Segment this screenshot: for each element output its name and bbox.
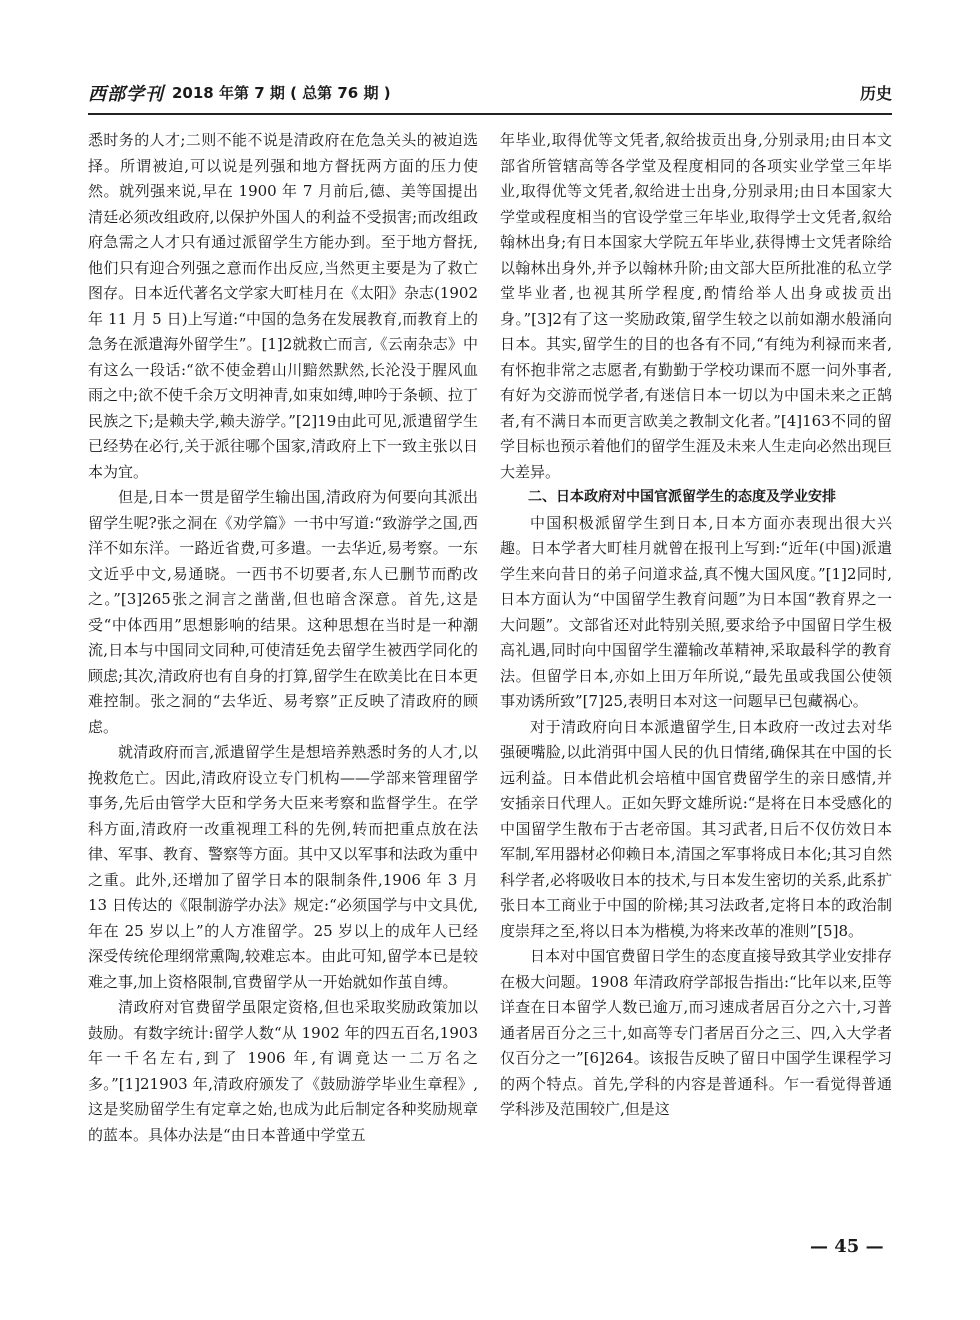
journal-logo: 西部学刊 — [88, 84, 164, 105]
paragraph: 但是,日本一贯是留学生输出国,清政府为何要向其派出留学生呢?张之洞在《劝学篇》一书中写道:“致游学之国,西洋不如东洋。一路近省费,可多遣。一去华近,易考察。一东文近乎中文,易通晓。一西书不切要者,东人已删节而酌改之。”[3]265张之洞言之凿凿,但也暗含深意。首先,这是受“中体西用”思想影响的结果。这种思想在当时是一种潮流,日本与中国同文同种,可使清廷免去留学生被西学同化的顾虑;其次,清政府也有自身的打算,留学生在欧美比在日本更难控制。张之洞的“去华近、易考察”正反映了清政府的顾虑。 — [88, 488, 478, 736]
left-column — [88, 128, 478, 1148]
paragraph: 中国积极派留学生到日本,日本方面亦表现出很大兴趣。日本学者大町桂月就曾在报刊上写到:“近年(中国)派遣学生来向昔日的弟子问道求益,真不愧大国风度。”[1]2同时,日本方面认为“中国留学生教育问题”为日本国“教育界之一大问题”。文部省还对此特别关照,要求给予中国留日学生极高礼遇,同时向中国留学生灌输改革精神,采取最科学的教育法。但留学日本,亦如上田万年所说,“最先虽或我国公使领事劝诱所致”[7]25,表明日本对这一问题早已包藏祸心。 — [500, 513, 892, 710]
paragraph: 悉时务的人才;二则不能不说是清政府在危急关头的被迫选择。所谓被迫,可以说是列强和地方督抚两方面的压力使然。就列强来说,早在 1900 年 7 月前后,德、美等国提出清廷必须改组政府,以保护外国人的利益不受损害;而改组政府急需之人才只有通过派留学生方能办到。至于地方督抚,他们只有迎合列强之意而作出反应,当然更主要是为了救亡图存。日本近代著名文学家大町桂月在《太阳》杂志(1902 年 11 月 5 日)上写道:“中国的急务在发展教育,而教育上的急务在派遣海外留学生”。[1]2就救亡而言,《云南杂志》中有这么一段话:“欲不使金碧山川黯然默然,长沦没于腥风血雨之中;欲不使千余万文明神青,如束如缚,呻吟于条顿、拉丁民族之下;是赖夫学,赖夫游学。”[2]19由此可见,派遣留学生已经势在必行,关于派往哪个国家,清政府上下一致主张以日本为宜。 — [88, 131, 478, 481]
section-title: 历史 — [859, 84, 892, 103]
right-column — [500, 128, 892, 1123]
header-rule — [88, 113, 892, 115]
page-number: — 45 — — [810, 1236, 884, 1257]
paragraph: 清政府对官费留学虽限定资格,但也采取奖励政策加以鼓励。有数字统计:留学人数“从 1902 年的四五百名,1903 年一千名左右,到了 1906 年,有调竟达一二万名之多。”[1]21903 年,清政府颁发了《鼓励游学毕业生章程》,这是奖励留学生有定章之始,也成为此后制定各种奖励规章的蓝本。具体办法是“由日本普通中学堂五 — [88, 998, 478, 1144]
paragraph: 对于清政府向日本派遣留学生,日本政府一改过去对华强硬嘴脸,以此消弭中国人民的仇日情绪,确保其在中国的长远利益。日本借此机会培植中国官费留学生的亲日感情,并安插亲日代理人。正如矢野文雄所说:“是将在日本受感化的中国留学生散布于古老帝国。其习武者,日后不仅仿效日本军制,军用器材必仰赖日本,清国之军事将成日本化;其习自然科学者,必将吸收日本的技术,与日本发生密切的关系,此系扩张日本工商业于中国的阶梯;其习法政者,定将日本的政治制度崇拜之至,将以日本为楷模,为将来改革的准则”[5]8。 — [500, 717, 892, 940]
page-header — [88, 80, 892, 106]
paragraph: 就清政府而言,派遣留学生是想培养熟悉时务的人才,以挽救危亡。因此,清政府设立专门机构——学部来管理留学事务,先后由管学大臣和学务大臣来考察和监督学生。在学科方面,清政府一改重视理工科的先例,转而把重点放在法律、军事、教育、警察等方面。其中又以军事和法政为重中之重。此外,还增加了留学日本的限制条件,1906 年 3 月 13 日传达的《限制游学办法》规定:“必须国学与中文具优,年在 25 岁以上”的人方准留学。25 岁以上的成年人已经深受传统伦理纲常熏陶,较难忘本。由此可知,留学本已是较难之事,加上资格限制,官费留学从一开始就如作茧自缚。 — [88, 743, 479, 991]
paragraph: 年毕业,取得优等文凭者,叙给拔贡出身,分别录用;由日本文部省所管辖高等各学堂及程度相同的各项实业学堂三年毕业,取得优等文凭者,叙给进士出身,分别录用;由日本国家大学堂或程度相当的官设学堂三年毕业,取得学士文凭者,叙给翰林出身;有日本国家大学院五年毕业,获得博士文凭者除给以翰林出身外,并予以翰林升阶;由文部大臣所批准的私立学堂毕业者,也视其所学程度,酌情给举人出身或拔贡出身。”[3]2有了这一奖励政策,留学生较之以前如潮水般涌向日本。其实,留学生的目的也各有不同,“有纯为利禄而来者,有怀抱非常之志愿者,有勤勤于学校功课而不愿一问外事者,有好为交游而悦学者,有迷信日本一切以为中国未来之正鹄者,有不满日本而更言欧美之教制文化者。”[4]163不同的留学目标也预示着他们的留学生涯及未来人生走向必然出现巨大差异。 — [500, 131, 892, 481]
issue-info: 2018 年第 7 期 ( 总第 76 期 ) — [172, 84, 391, 102]
paragraph: 日本对中国官费留日学生的态度直接导致其学业安排存在极大问题。1908 年清政府学部报告指出:“比年以来,臣等详查在日本留学人数已逾万,而习速成者居百分之六十,习普通者居百分之三十,如高等专门者居百分之三、四,入大学者仅百分之一”[6]264。该报告反映了留日中国学生课程学习的两个特点。首先,学科的内容是普通科。乍一看觉得普通学科涉及范围较广,但是这 — [500, 947, 892, 1118]
section-heading: 二、日本政府对中国官派留学生的态度及学业安排 — [528, 489, 836, 505]
